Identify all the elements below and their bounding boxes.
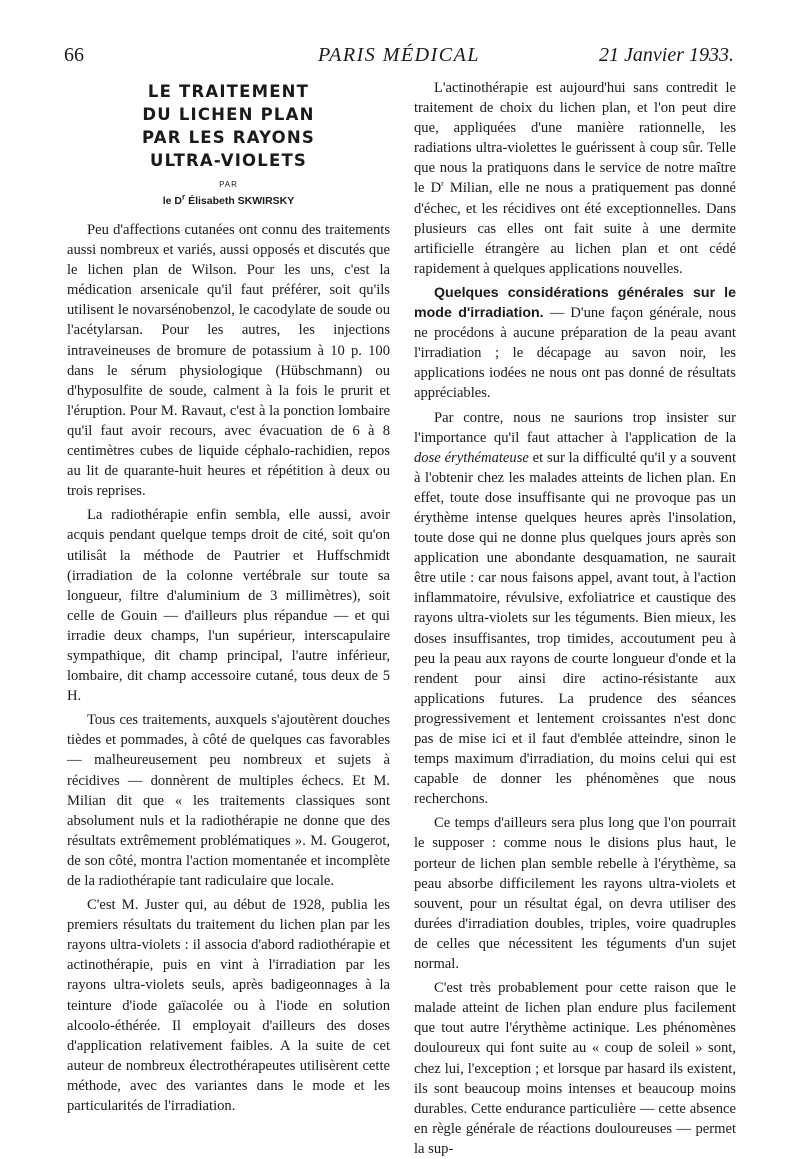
paragraph-text: Par contre, nous ne saurions trop insister sur l'importance qu'il faut attacher à l'application de la [414,409,736,446]
left-column [67,78,390,1116]
paragraph: C'est M. Juster qui, au début de 1928, publia les premiers résultats du traitement du lichen plan par les rayons ultra-violets : il associa d'abord radiothérapie et actinothérapie, puis en vint à l'irradiation par les rayons ultra-violets seuls, après badigeonnages à la teinture d'iode gaïacolée ou à l'iode en solution alcoolo-éthérée. Il employait d'ailleurs des doses d'application relativement faibles. A la suite de cet auteur de nombreux électrothérapeutes utilisèrent cette méthode, avec des variantes dans le mode et les particularités de l'irradiation. [67,897,390,1115]
paragraph: La radiothérapie enfin sembla, elle aussi, avoir acquis pendant quelque temps droit de cité, soit qu'on utilisât la méthode de Pautrier et Huffschmidt (irradiation de la colonne vertébrale sur toute sa longueur, filtre d'aluminium de 3 millimètres), soit celle de Gouin — d'ailleurs plus répandue — et qui irradie deux champs, l'un supérieur, interscapulaire sympathique, dit champ principal, l'autre inférieur, lombaire, dit champ accessoire cutané, tous deux de 5 H. [67,507,390,705]
paragraph-text: — D'une façon générale, nous ne procédons à aucune préparation de la peau avant l'irradiation ; le décapage au savon noir, les applications iodées ne nous ont pas donné de résultats appréciables. [414,305,736,402]
author-prefix-sup: r [182,192,186,202]
paragraph-text: L'actinothérapie est aujourd'hui sans contredit le traitement de choix du lichen plan, et l'on peut dire que, appliquées d'une manière rationnelle, les radiations ultra-violettes le guérissent à coup sûr. Telle que nous la pratiquons dans le service de notre maître le D [414,80,736,197]
section-heading: Quelques considérations générales sur le mode d'irradiation. [414,284,736,322]
page-number: 66 [64,44,84,66]
title-line: DU LICHEN PLAN [142,105,315,124]
title-line: LE TRAITEMENT [147,82,310,101]
author-line [67,192,390,208]
paragraph: Peu d'affections cutanées ont connu des traitements aussi nombreux et variés, aussi opposés et discutés que le lichen plan de Wilson. Pour les uns, c'est la médication arsenicale qu'il faut préférer, soit qu'ils utilisent le novarsénobenzol, le cacodylate de soude ou l'acétylarsan. Pour les autres, les injections intraveineuses de bromure de potassium à 10 p. 100 dans le sérum physiologique (Hübschmann) ou d'hyposulfite de soude, calment à la fois le prurit et l'éruption. Pour M. Ravaut, c'est à la ponction lombaire qu'il faut avoir recours, avec évacuation de 6 à 8 centimètres cubes de liquide céphalo-rachidien, repos au lit de quarante-huit heures et répétition à deux ou trois reprises. [67,222,390,500]
right-column [414,78,736,1159]
title-line: ULTRA-VIOLETS [149,151,308,170]
paragraph [414,78,736,279]
paragraph: Tous ces traitements, auxquels s'ajoutèrent douches tièdes et pommades, à côté de quelques cas favorables — malheureusement peu nombreux et sujets à récidives — donnèrent de multiples échecs. Et M. Milian dit que « les traitements classiques sont absolument nuls et la radiothérapie ne donne que des résultats extrêmement problématiques ». M. Gougerot, de son côté, montra l'action momentanée et incomplète de la radiothérapie tant radiculaire que locale. [67,712,390,889]
paragraph: C'est très probablement pour cette raison que le malade atteint de lichen plan endure plus facilement que tout autre l'érythème actinique. Les phénomènes douloureux qui font suite au « coup de soleil » sont, chez lui, l'exception ; et lorsque par hasard ils existent, ils sont beaucoup moins intenses et beaucoup moins durables. Cette endurance particulière — cette absence en règle générale de réactions douloureuses — permet la sup- [414,980,736,1157]
author-name: Élisabeth SKWIRSKY [188,195,295,207]
paragraph-text: Milian, elle ne nous a pratiquement pas donné d'échec, et les récidives ont été exceptionnelles. Dans plusieurs cas elles ont fait suite à une dermite artificielle étrangère au lichen plan et ont cédé rapidement à quelques applications nouvelles. [414,180,736,277]
title-sup: r [441,179,444,189]
paragraph [414,283,736,404]
paragraph [414,408,736,810]
paragraph: Ce temps d'ailleurs sera plus long que l'on pourrait le supposer : comme nous le disions plus haut, le porteur de lichen plan semble rebelle à l'érythème, sa peau absorbe difficilement les rayons ultra-violets et souvent, pour un résultat égal, on devra utiliser des durées d'irradiation doubles, triples, voire quadruples de celles que nécessitent les téguments d'un sujet normal. [414,815,736,973]
journal-title: PARIS MÉDICAL [318,44,480,66]
title-line: PAR LES RAYONS [142,128,315,147]
issue-date: 21 Janvier 1933. [599,44,734,66]
author-prefix: le D [162,195,183,207]
italic-term: dose érythémateuse [414,449,529,466]
article-title [67,80,390,172]
page-header [64,44,734,74]
byline-par: PAR [219,180,238,189]
paragraph-text: et sur la difficulté qu'il y a souvent à l'obtenir chez les malades atteints de lichen plan. En effet, toute dose insuffisante qui ne provoque pas un érythème intense quelques heures après l'insolation, toute dose qui ne donne plus quelques jours après son application une abondante desquamation, ne saurait être utile : car nous faisons appel, avant tout, à l'action inflammatoire, révulsive, exfoliatrice et caustique des rayons ultra-violets sur les téguments. Bien mieux, les doses insuffisantes, trop timides, accoutument peu à peu la peau aux rayons de courte longueur d'onde et la rendent pour ainsi dire actino-résistante aux applications futures. La prudence des séances progressivement et lentement croissantes n'est donc pas de mise ici et il faut d'emblée atteindre, sinon le temps maximum d'irradiation, du moins celui qui est capable de donner les phénomènes que nous recherchons. [414,449,736,808]
